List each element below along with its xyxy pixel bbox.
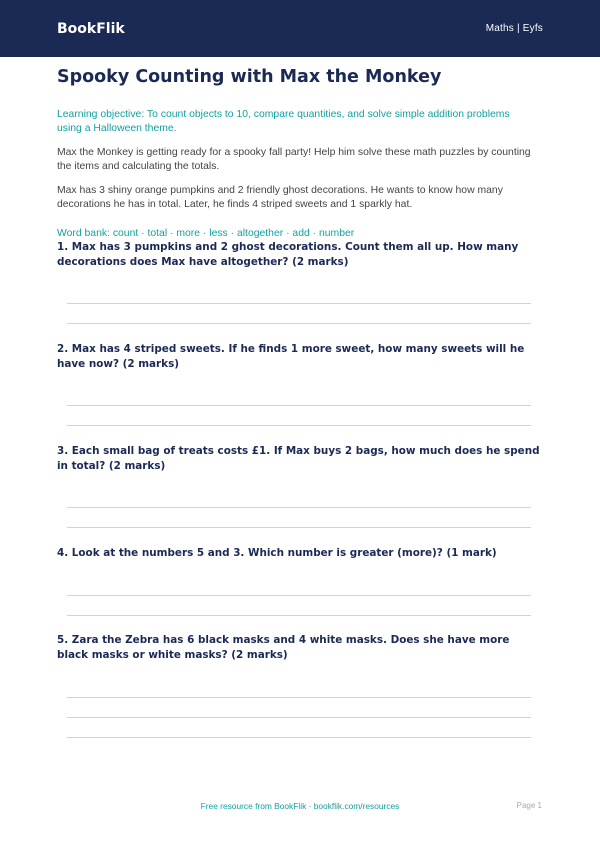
answer-line[interactable]: [67, 737, 531, 738]
answer-line[interactable]: [67, 717, 531, 718]
intro-paragraph: Max the Monkey is getting ready for a spooky fall party! Help him solve these math puzzles by counting the items and calculating the totals.: [57, 147, 531, 172]
answer-line[interactable]: [67, 595, 531, 596]
page-title: Spooky Counting with Max the Monkey: [57, 67, 442, 87]
answer-line[interactable]: [67, 405, 531, 406]
answer-line[interactable]: [67, 615, 531, 616]
question-3: 3. Each small bag of treats costs £1. If Max buys 2 bags, how much does he spend in total? (2 marks): [57, 445, 540, 472]
answer-line[interactable]: [67, 527, 531, 528]
word-bank: Word bank: count · total · more · less · altogether · add · number: [57, 228, 355, 239]
answer-line[interactable]: [67, 507, 531, 508]
subject-label: Maths | Eyfs: [485, 23, 543, 34]
question-5: 5. Zara the Zebra has 6 black masks and 4 white masks. Does she have more black masks or white masks? (2 marks): [57, 634, 510, 661]
answer-line[interactable]: [67, 425, 531, 426]
page-header: [0, 0, 600, 57]
answer-line[interactable]: [67, 303, 531, 304]
question-2: 2. Max has 4 striped sweets. If he finds 1 more sweet, how many sweets will he have now? (2 marks): [57, 343, 525, 370]
brand-logo[interactable]: BookFlik: [57, 20, 125, 37]
answer-line[interactable]: [67, 697, 531, 698]
footer-resource-link[interactable]: Free resource from BookFlik · bookflik.com/resources: [200, 801, 400, 811]
page-number: Page 1: [516, 801, 542, 810]
learning-objective: Learning objective: To count objects to 10, compare quantities, and solve simple addition problems using a Halloween theme.: [57, 109, 510, 134]
story-paragraph: Max has 3 shiny orange pumpkins and 2 friendly ghost decorations. He wants to know how many decorations he has in total. Later, he finds 4 striped sweets and 1 sparkly hat.: [57, 185, 503, 210]
question-4: 4. Look at the numbers 5 and 3. Which number is greater (more)? (1 mark): [57, 547, 497, 559]
worksheet-intro: [57, 67, 535, 241]
answer-line[interactable]: [67, 323, 531, 324]
question-1: 1. Max has 3 pumpkins and 2 ghost decorations. Count them all up. How many decorations does Max have altogether? (2 marks): [57, 241, 519, 268]
